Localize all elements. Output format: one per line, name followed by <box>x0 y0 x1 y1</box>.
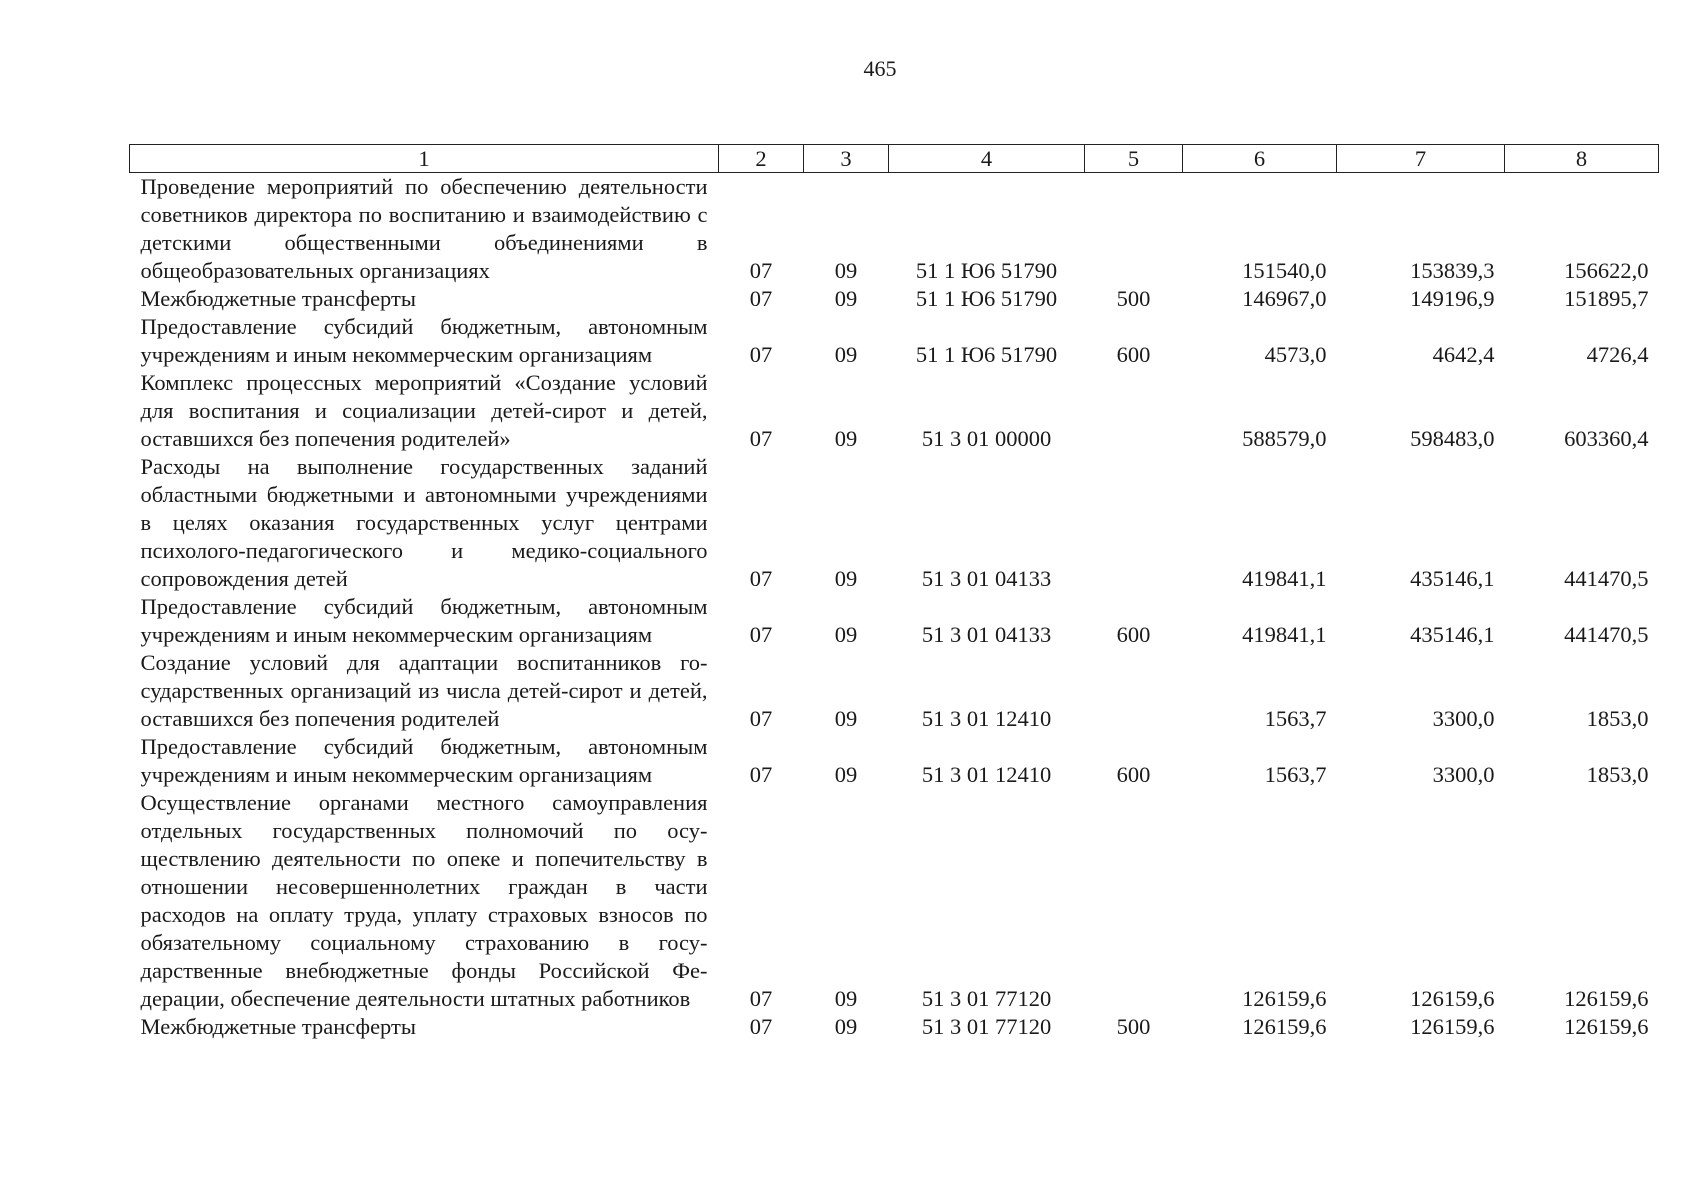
row-name-cell: Проведение мероприятий по обеспечению деятельности советников директора по воспитанию и взаимодействию с детскими общественными объединениями в общеобразовательных организациях <box>140 174 708 283</box>
expense-type-cell: 600 <box>1116 762 1151 787</box>
target-article-cell: 51 3 01 04133 <box>921 566 1052 591</box>
table-body <box>130 173 1659 1042</box>
row-name-cell: Предоставление субсидий бюджетным, автономным учреждениям и иным некоммерческим организациям <box>140 314 708 367</box>
expense-type-cell <box>1085 173 1183 286</box>
amount-year1-cell: 419841,1 <box>1242 566 1327 591</box>
column-header-7: 7 <box>1337 145 1505 173</box>
amount-year2-cell: 126159,6 <box>1410 1014 1495 1039</box>
expense-type-cell: 600 <box>1116 622 1151 647</box>
amount-year3-cell: 441470,5 <box>1564 566 1649 591</box>
amount-year3-cell: 603360,4 <box>1564 426 1649 451</box>
target-article-cell: 51 3 01 00000 <box>921 426 1052 451</box>
table-row <box>130 285 1659 313</box>
subsection-code-cell: 09 <box>834 286 858 311</box>
section-code-cell: 07 <box>749 286 773 311</box>
target-article-cell: 51 1 Ю6 51790 <box>915 258 1058 283</box>
subsection-code-cell: 09 <box>834 426 858 451</box>
target-article-cell: 51 3 01 77120 <box>921 1014 1052 1039</box>
table-row <box>130 1013 1659 1041</box>
amount-year1-cell: 126159,6 <box>1242 986 1327 1011</box>
section-code-cell: 07 <box>749 706 773 731</box>
expense-type-cell: 500 <box>1116 286 1151 311</box>
row-name-cell: Межбюджетные трансферты <box>140 1014 416 1039</box>
expense-type-cell <box>1085 789 1183 1013</box>
subsection-code-cell: 09 <box>834 1014 858 1039</box>
table-row <box>130 649 1659 733</box>
amount-year1-cell: 588579,0 <box>1242 426 1327 451</box>
column-header-4: 4 <box>889 145 1085 173</box>
section-code-cell: 07 <box>749 426 773 451</box>
amount-year2-cell: 153839,3 <box>1410 258 1495 283</box>
table-row <box>130 789 1659 1013</box>
target-article-cell: 51 1 Ю6 51790 <box>915 286 1058 311</box>
table-row <box>130 733 1659 789</box>
target-article-cell: 51 1 Ю6 51790 <box>915 342 1058 367</box>
section-code-cell: 07 <box>749 762 773 787</box>
expense-type-cell: 500 <box>1116 1014 1151 1039</box>
section-code-cell: 07 <box>749 566 773 591</box>
amount-year1-cell: 1563,7 <box>1264 762 1327 787</box>
amount-year2-cell: 598483,0 <box>1410 426 1495 451</box>
column-header-5: 5 <box>1085 145 1183 173</box>
section-code-cell: 07 <box>749 258 773 283</box>
subsection-code-cell: 09 <box>834 622 858 647</box>
column-header-1: 1 <box>130 145 719 173</box>
table-row <box>130 173 1659 286</box>
expense-type-cell <box>1085 369 1183 453</box>
subsection-code-cell: 09 <box>834 258 858 283</box>
subsection-code-cell: 09 <box>834 706 858 731</box>
subsection-code-cell: 09 <box>834 986 858 1011</box>
amount-year3-cell: 151895,7 <box>1564 286 1649 311</box>
amount-year2-cell: 435146,1 <box>1410 622 1495 647</box>
table-row <box>130 453 1659 593</box>
column-header-3: 3 <box>804 145 889 173</box>
section-code-cell: 07 <box>749 1014 773 1039</box>
row-name-cell: Межбюджетные трансферты <box>140 286 416 311</box>
amount-year2-cell: 126159,6 <box>1410 986 1495 1011</box>
amount-year3-cell: 126159,6 <box>1564 986 1649 1011</box>
amount-year3-cell: 1853,0 <box>1586 706 1649 731</box>
row-name-cell: Предоставление субсидий бюджетным, автономным учреждениям и иным некоммерческим организациям <box>140 594 708 647</box>
amount-year3-cell: 156622,0 <box>1564 258 1649 283</box>
subsection-code-cell: 09 <box>834 762 858 787</box>
expense-type-cell <box>1085 649 1183 733</box>
amount-year3-cell: 1853,0 <box>1586 762 1649 787</box>
amount-year3-cell: 4726,4 <box>1586 342 1649 367</box>
target-article-cell: 51 3 01 12410 <box>921 706 1052 731</box>
amount-year2-cell: 435146,1 <box>1410 566 1495 591</box>
amount-year2-cell: 149196,9 <box>1410 286 1495 311</box>
target-article-cell: 51 3 01 12410 <box>921 762 1052 787</box>
section-code-cell: 07 <box>749 622 773 647</box>
column-header-8: 8 <box>1505 145 1659 173</box>
amount-year2-cell: 4642,4 <box>1432 342 1495 367</box>
row-name-cell: Комплекс процессных мероприятий «Создание условий для воспитания и социализации детей-сирот и детей, оставшихся без попечения родителей» <box>140 370 708 451</box>
expense-type-cell <box>1085 453 1183 593</box>
amount-year1-cell: 151540,0 <box>1242 258 1327 283</box>
amount-year1-cell: 146967,0 <box>1242 286 1327 311</box>
amount-year1-cell: 126159,6 <box>1242 1014 1327 1039</box>
table-header <box>130 145 1659 173</box>
page-number: 465 <box>863 56 897 81</box>
row-name-cell: Предоставление субсидий бюджетным, автономным учреждениям и иным некоммерческим организациям <box>140 734 708 787</box>
column-header-2: 2 <box>719 145 804 173</box>
amount-year1-cell: 4573,0 <box>1264 342 1327 367</box>
table-row <box>130 313 1659 369</box>
row-name-cell: Расходы на выполнение государственных заданий областными бюджетными и автономными учреждениями в целях оказания государственных услуг центрами психолого-педагогического и медико-социального сопровождения детей <box>140 454 708 591</box>
target-article-cell: 51 3 01 04133 <box>921 622 1052 647</box>
table-row <box>130 593 1659 649</box>
section-code-cell: 07 <box>749 342 773 367</box>
header-row <box>130 145 1659 173</box>
amount-year3-cell: 441470,5 <box>1564 622 1649 647</box>
subsection-code-cell: 09 <box>834 566 858 591</box>
subsection-code-cell: 09 <box>834 342 858 367</box>
row-name-cell: Создание условий для адаптации воспитанников государственных организаций из числа детей-сирот и детей, оставшихся без попечения родителей <box>140 650 708 731</box>
amount-year3-cell: 126159,6 <box>1564 1014 1649 1039</box>
table-row <box>130 369 1659 453</box>
amount-year2-cell: 3300,0 <box>1432 706 1495 731</box>
target-article-cell: 51 3 01 77120 <box>921 986 1052 1011</box>
row-name-cell: Осуществление органами местного самоуправления отдельных государственных полномочий по осуществлению деятельности по опеке и попечительству в отношении несовершеннолетних граждан в части расходов на оплату труда, уплату страховых взносов по обязательному социальному страхованию в государственные внебюджетные фонды Российской Федерации, обеспечение деятельности штатных работников <box>140 790 708 1011</box>
expense-type-cell: 600 <box>1116 342 1151 367</box>
column-header-6: 6 <box>1183 145 1337 173</box>
amount-year1-cell: 419841,1 <box>1242 622 1327 647</box>
section-code-cell: 07 <box>749 986 773 1011</box>
budget-table <box>129 144 1659 1041</box>
amount-year2-cell: 3300,0 <box>1432 762 1495 787</box>
amount-year1-cell: 1563,7 <box>1264 706 1327 731</box>
